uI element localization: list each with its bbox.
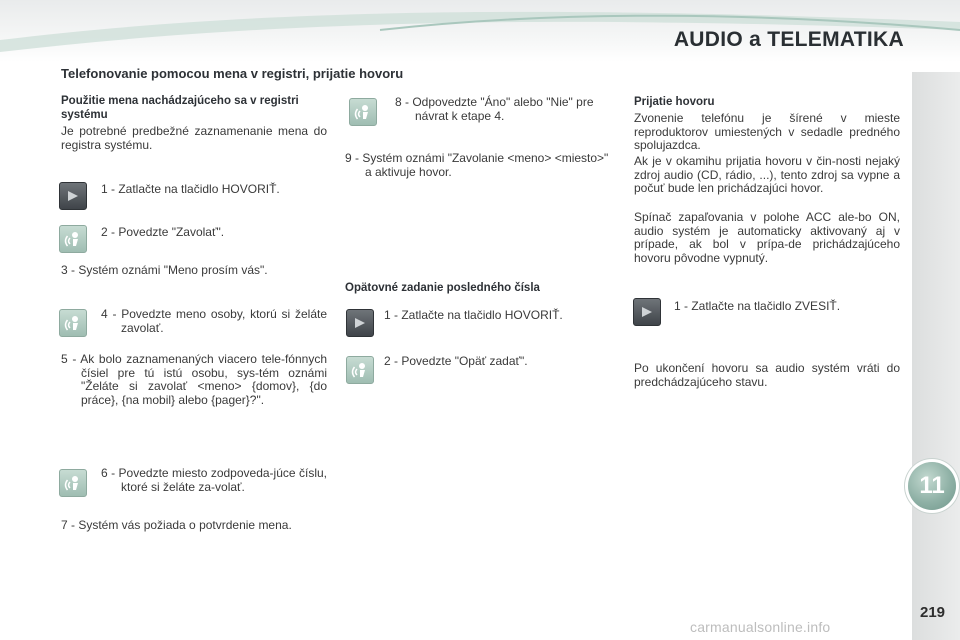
col1-step4: 4 - Povedzte meno osoby, ktorú si želáte zavolať. bbox=[101, 307, 327, 335]
voice-command-icon bbox=[346, 356, 374, 384]
hangup-button-icon bbox=[633, 298, 661, 326]
voice-command-icon bbox=[59, 309, 87, 337]
col3-p2: Ak je v okamihu prijatia hovoru v čin-nosti nejaký zdroj audio (CD, rádio, ...), tento zdroj sa vypne a počuť bude len prichádzajúci hovor. bbox=[634, 154, 900, 195]
chapter-badge bbox=[908, 462, 956, 510]
col2-step8: 8 - Odpovedzte "Áno" alebo "Nie" pre návrat k etape 4. bbox=[395, 95, 594, 123]
col1-step5: 5 - Ak bolo zaznamenaných viacero tele-fónnych čísiel pre tú istú osobu, sys-tém oznámi "Želáte si zavolať <meno> {domov}, {do práce}, {na mobil} alebo {pager}?". bbox=[61, 352, 327, 407]
chapter-number: 11 bbox=[919, 472, 945, 499]
header-band bbox=[0, 0, 960, 62]
col1-step1: 1 - Zatlačte na tlačidlo HOVORIŤ. bbox=[101, 182, 280, 196]
col1-step7: 7 - Systém vás požiada o potvrdenie mena. bbox=[61, 518, 292, 532]
col1-step3: 3 - Systém oznámi "Meno prosím vás". bbox=[61, 263, 268, 277]
side-strip bbox=[912, 72, 960, 640]
col1-intro: Je potrebné predbežné zaznamenanie mena do registra systému. bbox=[61, 124, 327, 152]
page-number: 219 bbox=[920, 604, 946, 621]
col3-step1: 1 - Zatlačte na tlačidlo ZVESIŤ. bbox=[674, 299, 841, 313]
talk-button-icon bbox=[346, 309, 374, 337]
watermark: carmanualsonline.info bbox=[690, 619, 831, 635]
voice-command-icon bbox=[59, 225, 87, 253]
page-title: Telefonovanie pomocou mena v registri, prijatie hovoru bbox=[61, 66, 404, 81]
col1-step2: 2 - Povedzte "Zavolať". bbox=[101, 225, 225, 239]
col3-end: Po ukončení hovoru sa audio systém vráti do predchádzajúceho stavu. bbox=[634, 361, 900, 389]
col2-redial-step2: 2 - Povedzte "Opäť zadať". bbox=[384, 354, 528, 368]
voice-command-icon bbox=[349, 98, 377, 126]
voice-command-icon bbox=[59, 469, 87, 497]
col2-redial-step1: 1 - Zatlačte na tlačidlo HOVORIŤ. bbox=[384, 308, 563, 322]
col3-title: Prijatie hovoru bbox=[634, 96, 715, 108]
col3-p1: Zvonenie telefónu je šírené v mieste reproduktorov umiestených v sedadle predného spolujazdca. bbox=[634, 111, 900, 152]
col1-title: Použitie mena nachádzajúceho sa v registri systému bbox=[61, 95, 299, 121]
talk-button-icon bbox=[59, 182, 87, 210]
col2-step9: 9 - Systém oznámi "Zavolanie <meno> <miesto>" a aktivuje hovor. bbox=[345, 151, 609, 179]
header-title: AUDIO a TELEMATIKA bbox=[673, 28, 904, 51]
col1-step6: 6 - Povedzte miesto zodpoveda-júce číslu, ktoré si želáte za-volať. bbox=[101, 466, 327, 494]
col3-p3: Spínač zapaľovania v polohe ACC ale-bo ON, audio systém je automaticky aktivovaný aj v prípade, ak bol v prípa-de prichádzajúceho hovoru pôvodne vypnutý. bbox=[634, 210, 900, 265]
col2-redial-title: Opätovné zadanie posledného čísla bbox=[345, 282, 540, 294]
